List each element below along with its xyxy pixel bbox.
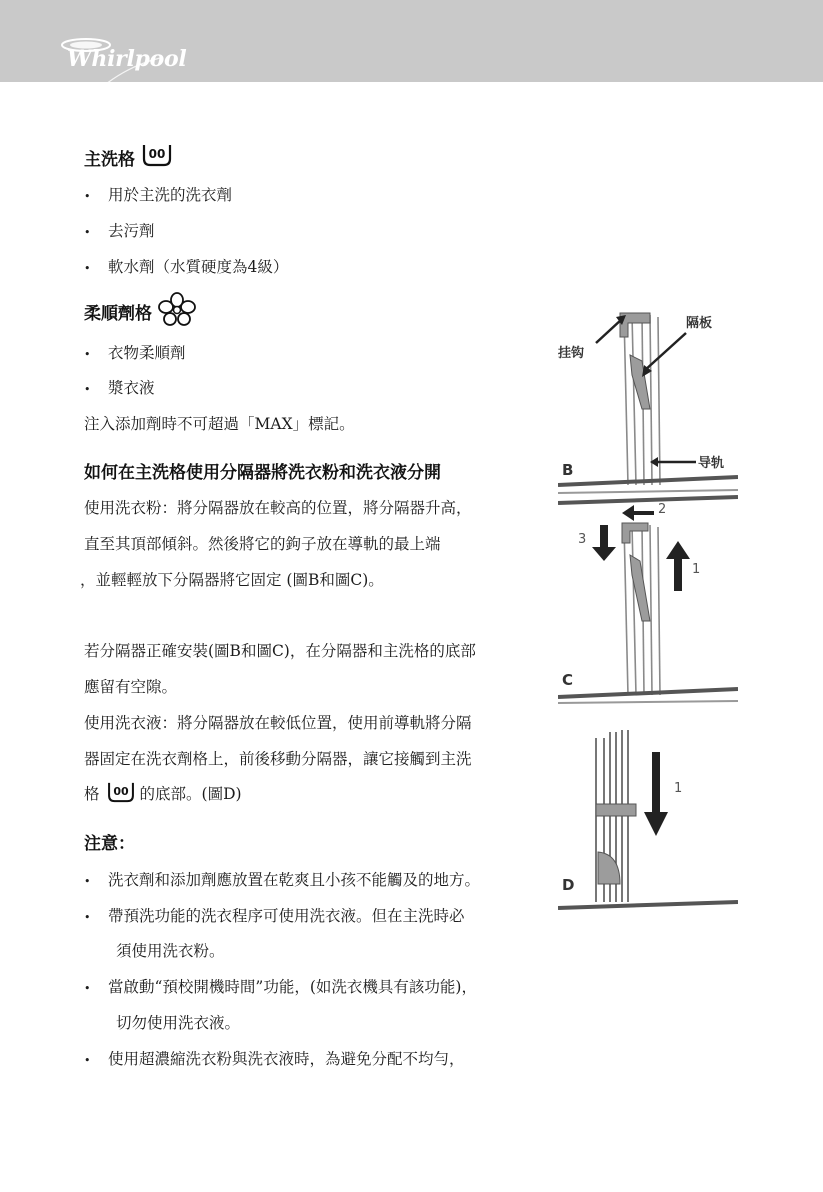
figure-b: [558, 305, 738, 499]
list-item: • 使用超濃縮洗衣粉與洗衣液時，為避免分配不均勻，: [84, 1050, 465, 1068]
list-item: • 衣物柔順劑: [84, 344, 186, 362]
figure-c-illustration: [558, 495, 738, 705]
figure-d-illustration: [558, 712, 738, 917]
figure-b-illustration: [558, 305, 738, 495]
figure-c-label: C: [562, 671, 574, 689]
separator-heading: [84, 458, 441, 483]
figure-c: [558, 495, 738, 709]
brand-name: Whirlpool: [67, 46, 187, 72]
softener-title: 柔順劑格: [84, 304, 152, 324]
figure-d: [558, 712, 738, 921]
attention-title: 注意：: [84, 834, 135, 854]
hook-label: 挂钩: [558, 346, 585, 361]
main-wash-compartment-icon: [106, 781, 136, 807]
figure-d-label: D: [562, 876, 575, 894]
attention-heading: [84, 829, 135, 854]
paragraph-line: 格 00 的底部。(圖D): [84, 781, 242, 807]
list-item: • 軟水劑（水質硬度為4級）: [84, 258, 289, 276]
paragraph-line: 使用洗衣粉：將分隔器放在較高的位置，將分隔器升高，: [84, 499, 472, 517]
list-item: • 帶預洗功能的洗衣程序可使用洗衣液。但在主洗時必: [84, 907, 465, 925]
divider-label: 隔板: [686, 316, 713, 331]
arrow-3-label: 3: [578, 532, 587, 547]
paragraph-line: 若分隔器正確安裝(圖B和圖C)，在分隔器和主洗格的底部: [84, 642, 476, 660]
main-wash-compartment-icon: [141, 143, 173, 172]
flower-icon: [158, 292, 196, 331]
list-item-continuation: 切勿使用洗衣液。: [116, 1014, 241, 1032]
arrow-1-label: 1: [692, 562, 701, 577]
whirlpool-logo: [50, 28, 200, 98]
separator-title: 如何在主洗格使用分隔器將洗衣粉和洗衣液分開: [84, 463, 441, 483]
figure-b-label: B: [562, 461, 574, 479]
rail-label: 导轨: [698, 456, 725, 471]
main-wash-heading: [84, 143, 173, 172]
paragraph-line: 使用洗衣液：將分隔器放在較低位置，使用前導軌將分隔: [84, 714, 472, 732]
softener-heading: [84, 292, 196, 331]
softener-note: 注入添加劑時不可超過「MAX」標記。: [84, 415, 355, 433]
arrow-1-label: 1: [674, 781, 683, 796]
paragraph-line: 直至其頂部傾斜。然後將它的鉤子放在導軌的最上端: [84, 535, 441, 553]
list-item: • 漿衣液: [84, 379, 155, 397]
main-wash-title: 主洗格: [84, 150, 135, 170]
arrow-2-label: 2: [658, 502, 667, 517]
svg-text:00: 00: [112, 784, 129, 798]
paragraph-line: 應留有空隙。: [84, 678, 178, 696]
list-item: • 洗衣劑和添加劑應放置在乾爽且小孩不能觸及的地方。: [84, 871, 481, 889]
svg-text:00: 00: [148, 147, 166, 161]
list-item-continuation: 須使用洗衣粉。: [116, 942, 225, 960]
list-item: • 去污劑: [84, 222, 155, 240]
paragraph-line: 器固定在洗衣劑格上，前後移動分隔器，讓它接觸到主洗: [84, 750, 472, 768]
list-item: • 當啟動“預校開機時間”功能，(如洗衣機具有該功能)，: [84, 978, 477, 996]
list-item: • 用於主洗的洗衣劑: [84, 186, 233, 204]
paragraph-line: ，並輕輕放下分隔器將它固定 (圖B和圖C)。: [80, 571, 384, 589]
